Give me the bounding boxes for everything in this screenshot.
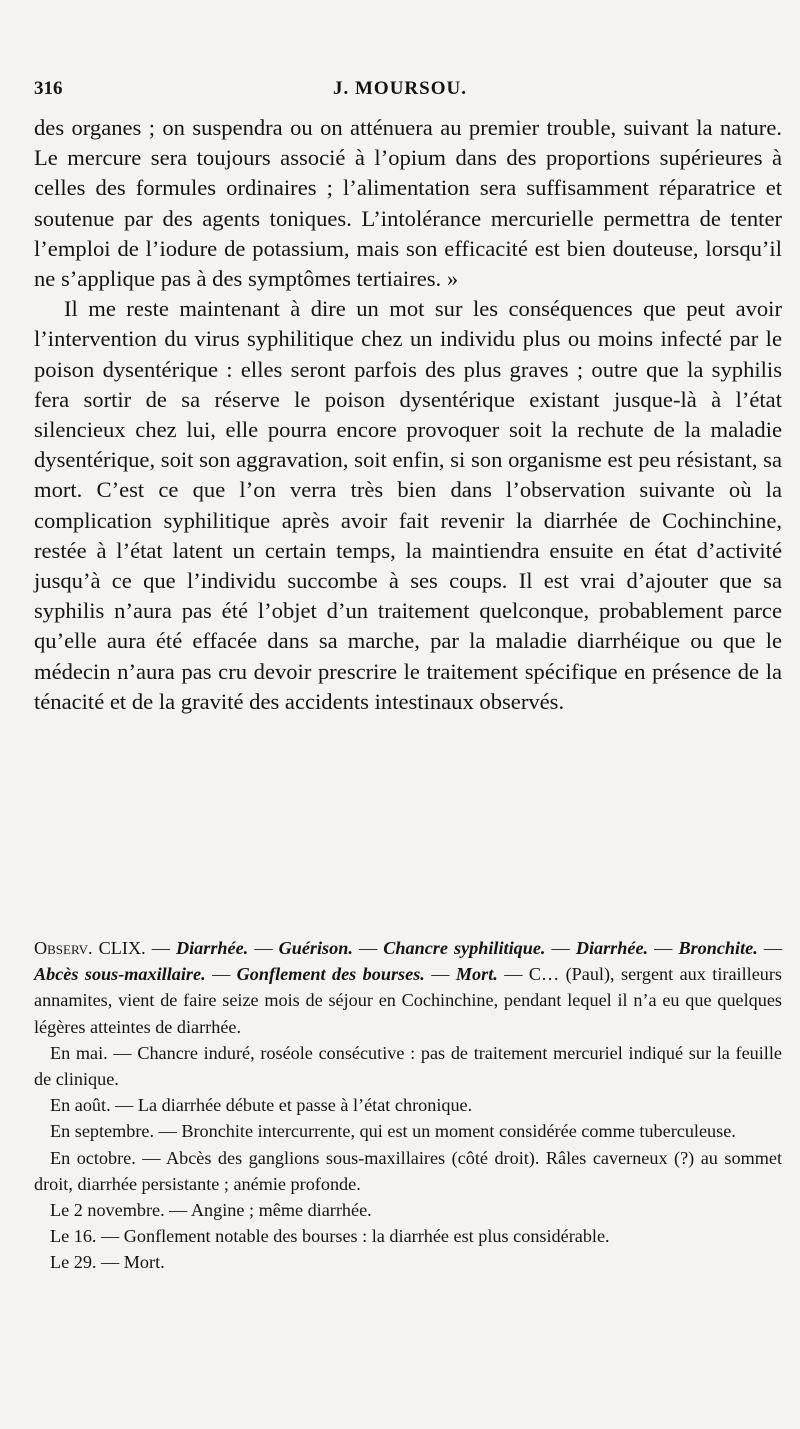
- observation-heading: Observ. CLIX. — Diarrhée. — Guérison. — Chancre syphilitique. — Diarrhée. — Bronchite. — Abcès sous-maxillaire. — Gonflement des bourses. — Mort. — C… (Paul), sergent aux tirailleurs annamites, vient de faire seize mois de séjour en Cochinchine, pendant lequel il n’a eu que quelques légères atteintes de diarrhée.: [34, 938, 783, 1037]
- observation-entry: En mai. — Chancre induré, roséole consécutive : pas de traitement mercuriel indiqué sur la feuille de clinique.: [34, 1042, 782, 1090]
- observation-entry: Le 16. — Gonflement notable des bourses : la diarrhée est plus considérable.: [50, 1226, 610, 1247]
- observation-entry: En octobre. — Abcès des ganglions sous-maxillaires (côté droit). Râles caverneux (?) au sommet droit, diarrhée persistante ; anémie profonde.: [34, 1147, 782, 1194]
- observation-entry: Le 29. — Mort.: [50, 1252, 165, 1273]
- observation-entry: En septembre. — Bronchite intercurrente, qui est un moment considérée comme tuberculeuse.: [50, 1121, 736, 1142]
- observation-block: [34, 935, 782, 1276]
- running-head: J. MOURSOU.: [333, 78, 467, 99]
- continued-paragraph: des organes ; on suspendra ou on atténuera au premier trouble, suivant la nature. Le mercure sera toujours associé à l’opium dans des proportions supérieures à celles des formules ordinaires ; l’alimentation sera suffisamment réparatrice et soutenue par des agents toniques. L’intolérance mercurielle permettra de tenter l’emploi de l’iodure de potassium, mais son efficacité est bien douteuse, lorsqu’il ne s’applique pas à des symptômes tertiaires. »: [34, 115, 782, 292]
- observation-topic: Chancre syphilitique.: [383, 938, 546, 958]
- observation-entry: Le 2 novembre. — Angine ; même diarrhée.: [50, 1200, 372, 1221]
- observation-topic: Bronchite.: [678, 938, 758, 958]
- observation-topic: Diarrhée.: [575, 938, 649, 958]
- main-paragraph: Il me reste maintenant à dire un mot sur les conséquences que peut avoir l’intervention du virus syphilitique chez un individu plus ou moins infecté par le poison dysentérique : elles seront parfois des plus graves ; outre que la syphilis fera sortir de sa réserve le poison dysentérique existant jusque-là à l’état silencieux chez lui, elle pourra encore provoquer soit la rechute de la maladie dysentérique, soit son aggravation, soit enfin, si son organisme est peu résistant, sa mort. C’est ce que l’on verra très bien dans l’observation suivante où la complication syphilitique après avoir fait revenir la diarrhée de Cochinchine, restée à l’état latent un certain temps, la maintiendra ensuite en état d’activité jusqu’à ce que l’individu succombe à ses coups. Il est vrai d’ajouter que sa syphilis n’aura pas été l’objet d’un traitement quelconque, probablement parce qu’elle aura été effacée dans sa marche, par la maladie diarrhéique ou que le médecin n’aura pas cru devoir prescrire le traitement spécifique en présence de la ténacité et de la gravité des accidents intestinaux observés.: [34, 296, 782, 714]
- page-header: [34, 78, 766, 104]
- observation-topic: Gonflement des bourses.: [236, 964, 425, 985]
- observation-topic: Abcès sous-maxillaire.: [34, 964, 206, 985]
- observation-label: Observ.: [34, 938, 93, 958]
- observation-topic: Diarrhée.: [175, 938, 249, 958]
- main-text: [34, 113, 782, 717]
- observation-intro: C… (Paul), sergent aux tirailleurs annamites, vient de faire seize mois de séjour en Cochinchine, pendant lequel il n’a eu que quelques légères atteintes de diarrhée.: [34, 964, 782, 1037]
- observation-entry: En août. — La diarrhée débute et passe à l’état chronique.: [50, 1095, 473, 1116]
- page-number: 316: [34, 78, 63, 99]
- observation-topic: Guérison.: [278, 938, 353, 958]
- observation-number: CLIX.: [98, 938, 146, 958]
- observation-topic: Mort.: [455, 964, 498, 985]
